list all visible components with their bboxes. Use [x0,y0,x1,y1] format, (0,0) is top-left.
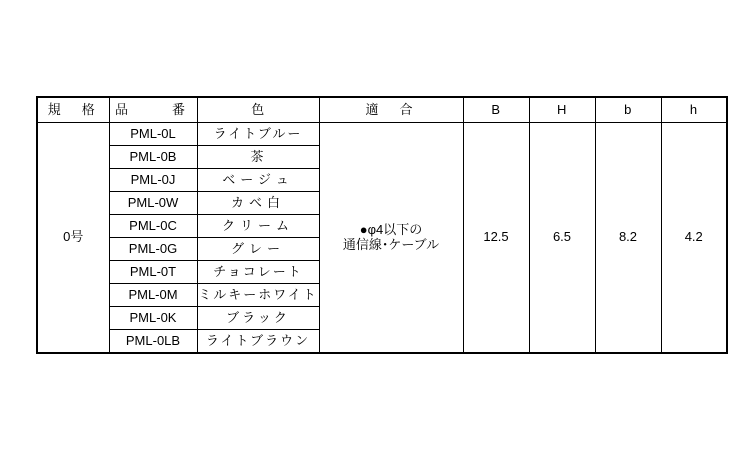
cell-iro: カベ白 [197,192,319,215]
cell-iro: グレー [197,238,319,261]
table-body [37,123,727,354]
cell-dim-H: 6.5 [529,123,595,354]
header-dim-B: B [463,97,529,123]
cell-iro: ベージュ [197,169,319,192]
cell-hinban: PML-0K [109,307,197,330]
cell-iro: ミルキーホワイト [197,284,319,307]
specification-table [36,96,728,354]
cell-hinban: PML-0L [109,123,197,146]
tekigo-line-1: ●φ4以下の [359,222,423,238]
cell-dim-h: 4.2 [661,123,727,354]
cell-iro: ライトブラウン [197,330,319,354]
cell-hinban: PML-0C [109,215,197,238]
cell-iro: チョコレート [197,261,319,284]
table-header [37,97,727,123]
cell-kikaku-value: 0号 [37,123,109,354]
cell-iro: ライトブルー [197,123,319,146]
header-hinban: 品 番 [109,97,197,123]
cell-hinban: PML-0T [109,261,197,284]
cell-hinban: PML-0B [109,146,197,169]
header-kikaku: 規 格 [37,97,109,123]
table-row [37,123,727,146]
cell-dim-B: 12.5 [463,123,529,354]
cell-hinban: PML-0J [109,169,197,192]
cell-hinban: PML-0G [109,238,197,261]
cell-hinban: PML-0LB [109,330,197,354]
cell-dim-b: 8.2 [595,123,661,354]
header-dim-b: b [595,97,661,123]
cell-iro: クリーム [197,215,319,238]
header-iro: 色 [197,97,319,123]
cell-iro: 茶 [197,146,319,169]
cell-tekigo [319,123,463,354]
cell-iro: ブラック [197,307,319,330]
header-tekigo: 適 合 [319,97,463,123]
cell-hinban: PML-0M [109,284,197,307]
tekigo-line-2: 通信線･ケーブル [342,236,440,252]
cell-hinban: PML-0W [109,192,197,215]
table-header-row [37,97,727,123]
header-dim-H: H [529,97,595,123]
header-dim-h: h [661,97,727,123]
